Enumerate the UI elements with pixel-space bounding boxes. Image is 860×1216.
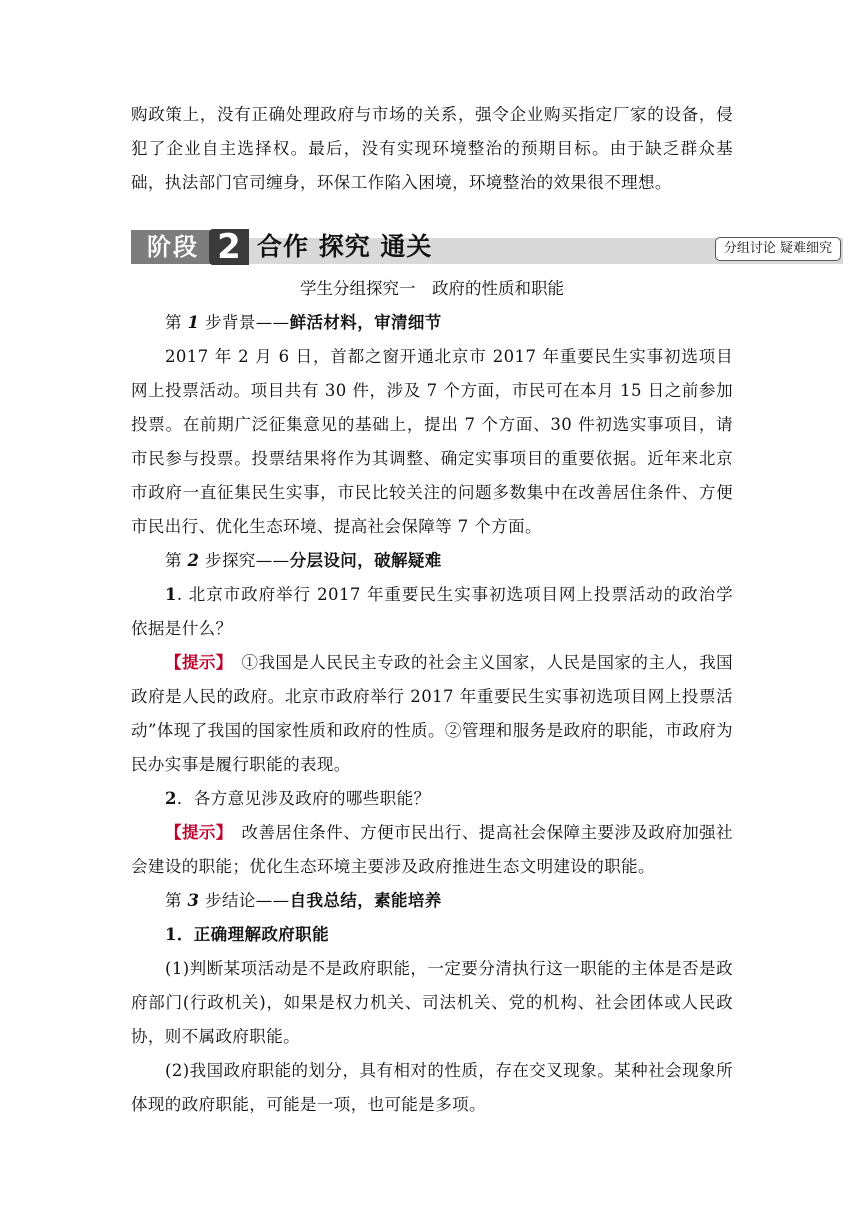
- banner-tag: 分组讨论 疑难细究: [715, 237, 841, 261]
- stage-banner: [131, 227, 843, 267]
- stage-badge: [131, 227, 249, 267]
- hint-label: 【提示】: [165, 653, 225, 672]
- intro-paragraph: 购政策上，没有正确处理政府与市场的关系，强令企业购买指定厂家的设备，侵犯了企业自主选择权。最后，没有实现环境整治的预期目标。由于缺乏群众基础，执法部门官司缠身，环保工作陷入困境，环境整治的效果很不理想。: [131, 105, 733, 192]
- step3-heading: 第 3 步结论——自我总结，素能培养: [165, 891, 442, 910]
- stage-label: 阶段: [131, 230, 215, 264]
- question-1: 1. 北京市政府举行 2017 年重要民生实事初选项目网上投票活动的政治学依据是什么？: [131, 585, 733, 638]
- hint-label: 【提示】: [165, 823, 225, 842]
- point-1-heading: 1．正确理解政府职能: [165, 925, 329, 944]
- answer-2: 【提示】 改善居住条件、方便市民出行、提高社会保障主要涉及政府加强社会建设的职能；优化生态环境主要涉及政府推进生态文明建设的职能。: [131, 823, 734, 876]
- step2-heading: 第 2 步探究——分层设问，破解疑难: [165, 551, 442, 570]
- conclusion-item-2: (2)我国政府职能的划分，具有相对的性质，存在交叉现象。某种社会现象所体现的政府职能，可能是一项，也可能是多项。: [131, 1061, 733, 1114]
- stage-number: 2: [209, 229, 249, 265]
- step1-heading: 第 1 步背景——鲜活材料，审清细节: [165, 313, 442, 332]
- step1-body: 2017 年 2 月 6 日，首都之窗开通北京市 2017 年重要民生实事初选项目网上投票活动。项目共有 30 件，涉及 7 个方面，市民可在本月 15 日之前参加投票。在前期广泛征集意见的基础上，提出 7 个方面、30 件初选实事项目，请市民参与投票。投票结果将作为其调整、确定实事项目的重要依据。近年来北京市政府一直征集民生实事，市民比较关注的问题多数集中在改善居住条件、方便市民出行、优化生态环境、提高社会保障等 7 个方面。: [131, 347, 733, 536]
- question-2: 2．各方意见涉及政府的哪些职能？: [165, 789, 431, 808]
- answer-1: 【提示】 ①我国是人民民主专政的社会主义国家，人民是国家的主人，我国政府是人民的政府。北京市政府举行 2017 年重要民生实事初选项目网上投票活动”体现了我国的国家性质和政府的性质。②管理和服务是政府的职能，市政府为民办实事是履行职能的表现。: [131, 653, 734, 774]
- conclusion-item-1: (1)判断某项活动是不是政府职能，一定要分清执行这一职能的主体是否是政府部门(行政机关)，如果是权力机关、司法机关、党的机构、社会团体或人民政协，则不属政府职能。: [131, 959, 733, 1046]
- section-title: 学生分组探究一 政府的性质和职能: [300, 279, 564, 298]
- banner-title: 合作 探究 通关: [257, 232, 433, 261]
